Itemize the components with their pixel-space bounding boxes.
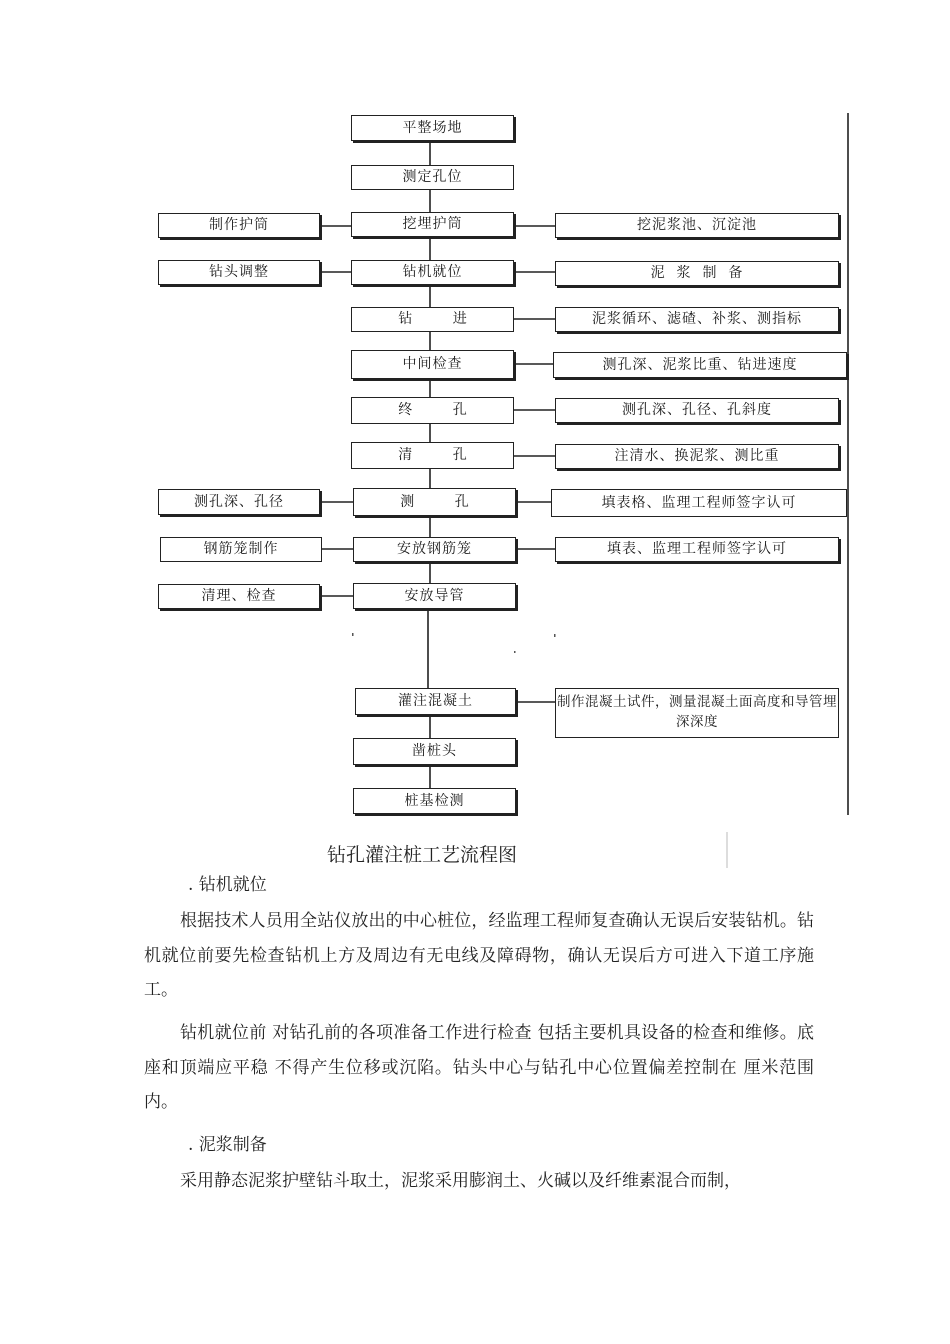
- step-bury-casing: [351, 212, 514, 237]
- step-label: 凿桩头: [412, 743, 457, 760]
- right-note-depth-diameter-slope: [555, 398, 839, 423]
- note-label: 钢筋笼制作: [203, 541, 279, 558]
- section-heading-rig-positioning: . 钻机就位: [188, 875, 267, 895]
- note-label: 泥 浆 制 备: [650, 265, 744, 282]
- step-label: 桩基检测: [404, 792, 465, 809]
- note-label: 测孔深、孔径、孔斜度: [622, 402, 772, 419]
- note-label: 泥浆循环、滤碴、补浆、测指标: [592, 311, 802, 328]
- section-heading-mud-prep: . 泥浆制备: [188, 1135, 267, 1155]
- step-label: 安放导管: [404, 587, 465, 604]
- note-label: 清理、检查: [201, 588, 277, 605]
- step-label: 测定孔位: [402, 169, 463, 186]
- step-place-tremie: [353, 583, 516, 609]
- left-note-make-casing: [158, 213, 320, 238]
- right-note-form-signoff-2: [555, 537, 839, 562]
- step-level-site: [351, 115, 514, 141]
- step-label: 平整场地: [402, 119, 463, 136]
- step-pile-testing: [353, 788, 516, 814]
- left-note-cage-fabrication: [160, 537, 322, 562]
- right-note-water-mud-density: [555, 444, 839, 469]
- step-place-rebar-cage: [353, 537, 516, 562]
- step-hole-survey: [353, 488, 516, 516]
- right-note-mud-prep: [555, 261, 839, 286]
- note-label: 制作护筒: [209, 217, 269, 234]
- note-label: 测孔深、孔径: [194, 493, 284, 510]
- note-label: 制作混凝土试件，测量混凝土面高度和导管埋深深度: [557, 694, 837, 730]
- right-note-concrete-samples: [555, 688, 839, 738]
- step-pour-concrete: [355, 688, 516, 715]
- step-intermediate-check: [351, 350, 514, 379]
- paragraph: 根据技术人员用全站仪放出的中心桩位，经监理工程师复查确认无误后安装钻机。钻机就位前要先检查钻机上方及周边有无电线及障碍物，确认无误后方可进入下道工序施工。: [144, 911, 814, 1000]
- right-note-mud-pit: [555, 213, 839, 238]
- step-label: 中间检查: [402, 356, 463, 373]
- step-label: 钻机就位: [402, 264, 463, 281]
- step-label: 钻 进: [398, 311, 485, 328]
- step-label: 终 孔: [398, 402, 485, 419]
- note-label: 填表、监理工程师签字认可: [607, 541, 787, 558]
- step-rig-positioning: [351, 260, 514, 285]
- note-label: 注清水、换泥浆、测比重: [614, 448, 780, 465]
- right-note-mud-circulation: [555, 307, 839, 332]
- step-final-hole: [351, 397, 514, 424]
- note-label: 钻头调整: [209, 264, 269, 281]
- step-measure-hole-position: [351, 165, 514, 190]
- note-label: 测孔深、泥浆比重、钻进速度: [602, 356, 798, 373]
- left-note-clean-check: [158, 584, 320, 609]
- step-label: 测 孔: [400, 493, 487, 510]
- right-note-depth-density-speed: [553, 352, 847, 378]
- step-chisel-pile-head: [353, 738, 516, 765]
- flowchart-title: 钻孔灌注桩工艺流程图: [327, 844, 518, 866]
- note-label: 挖泥浆池、沉淀池: [637, 217, 757, 234]
- left-note-depth-diameter: [158, 489, 320, 515]
- step-label: 灌注混凝土: [398, 693, 473, 710]
- paragraph: 采用静态泥浆护壁钻斗取土，泥浆采用膨润土、火碱以及纤维素混合而制，: [180, 1171, 741, 1191]
- right-note-form-signoff: [551, 489, 847, 517]
- step-label: 安放钢筋笼: [397, 541, 472, 558]
- paragraph: 钻机就位前 对钻孔前的各项准备工作进行检查 包括主要机具设备的检查和维修。底座和顶端应平稳 不得产生位移或沉陷。钻头中心与钻孔中心位置偏差控制在 厘米范围内。: [144, 1023, 814, 1112]
- step-label: 清 孔: [398, 447, 485, 464]
- left-note-bit-adjust: [158, 260, 320, 285]
- step-clean-hole: [351, 442, 514, 469]
- step-drilling: [351, 307, 514, 332]
- note-label: 填表格、监理工程师签字认可: [601, 494, 797, 511]
- step-label: 挖埋护筒: [402, 216, 463, 233]
